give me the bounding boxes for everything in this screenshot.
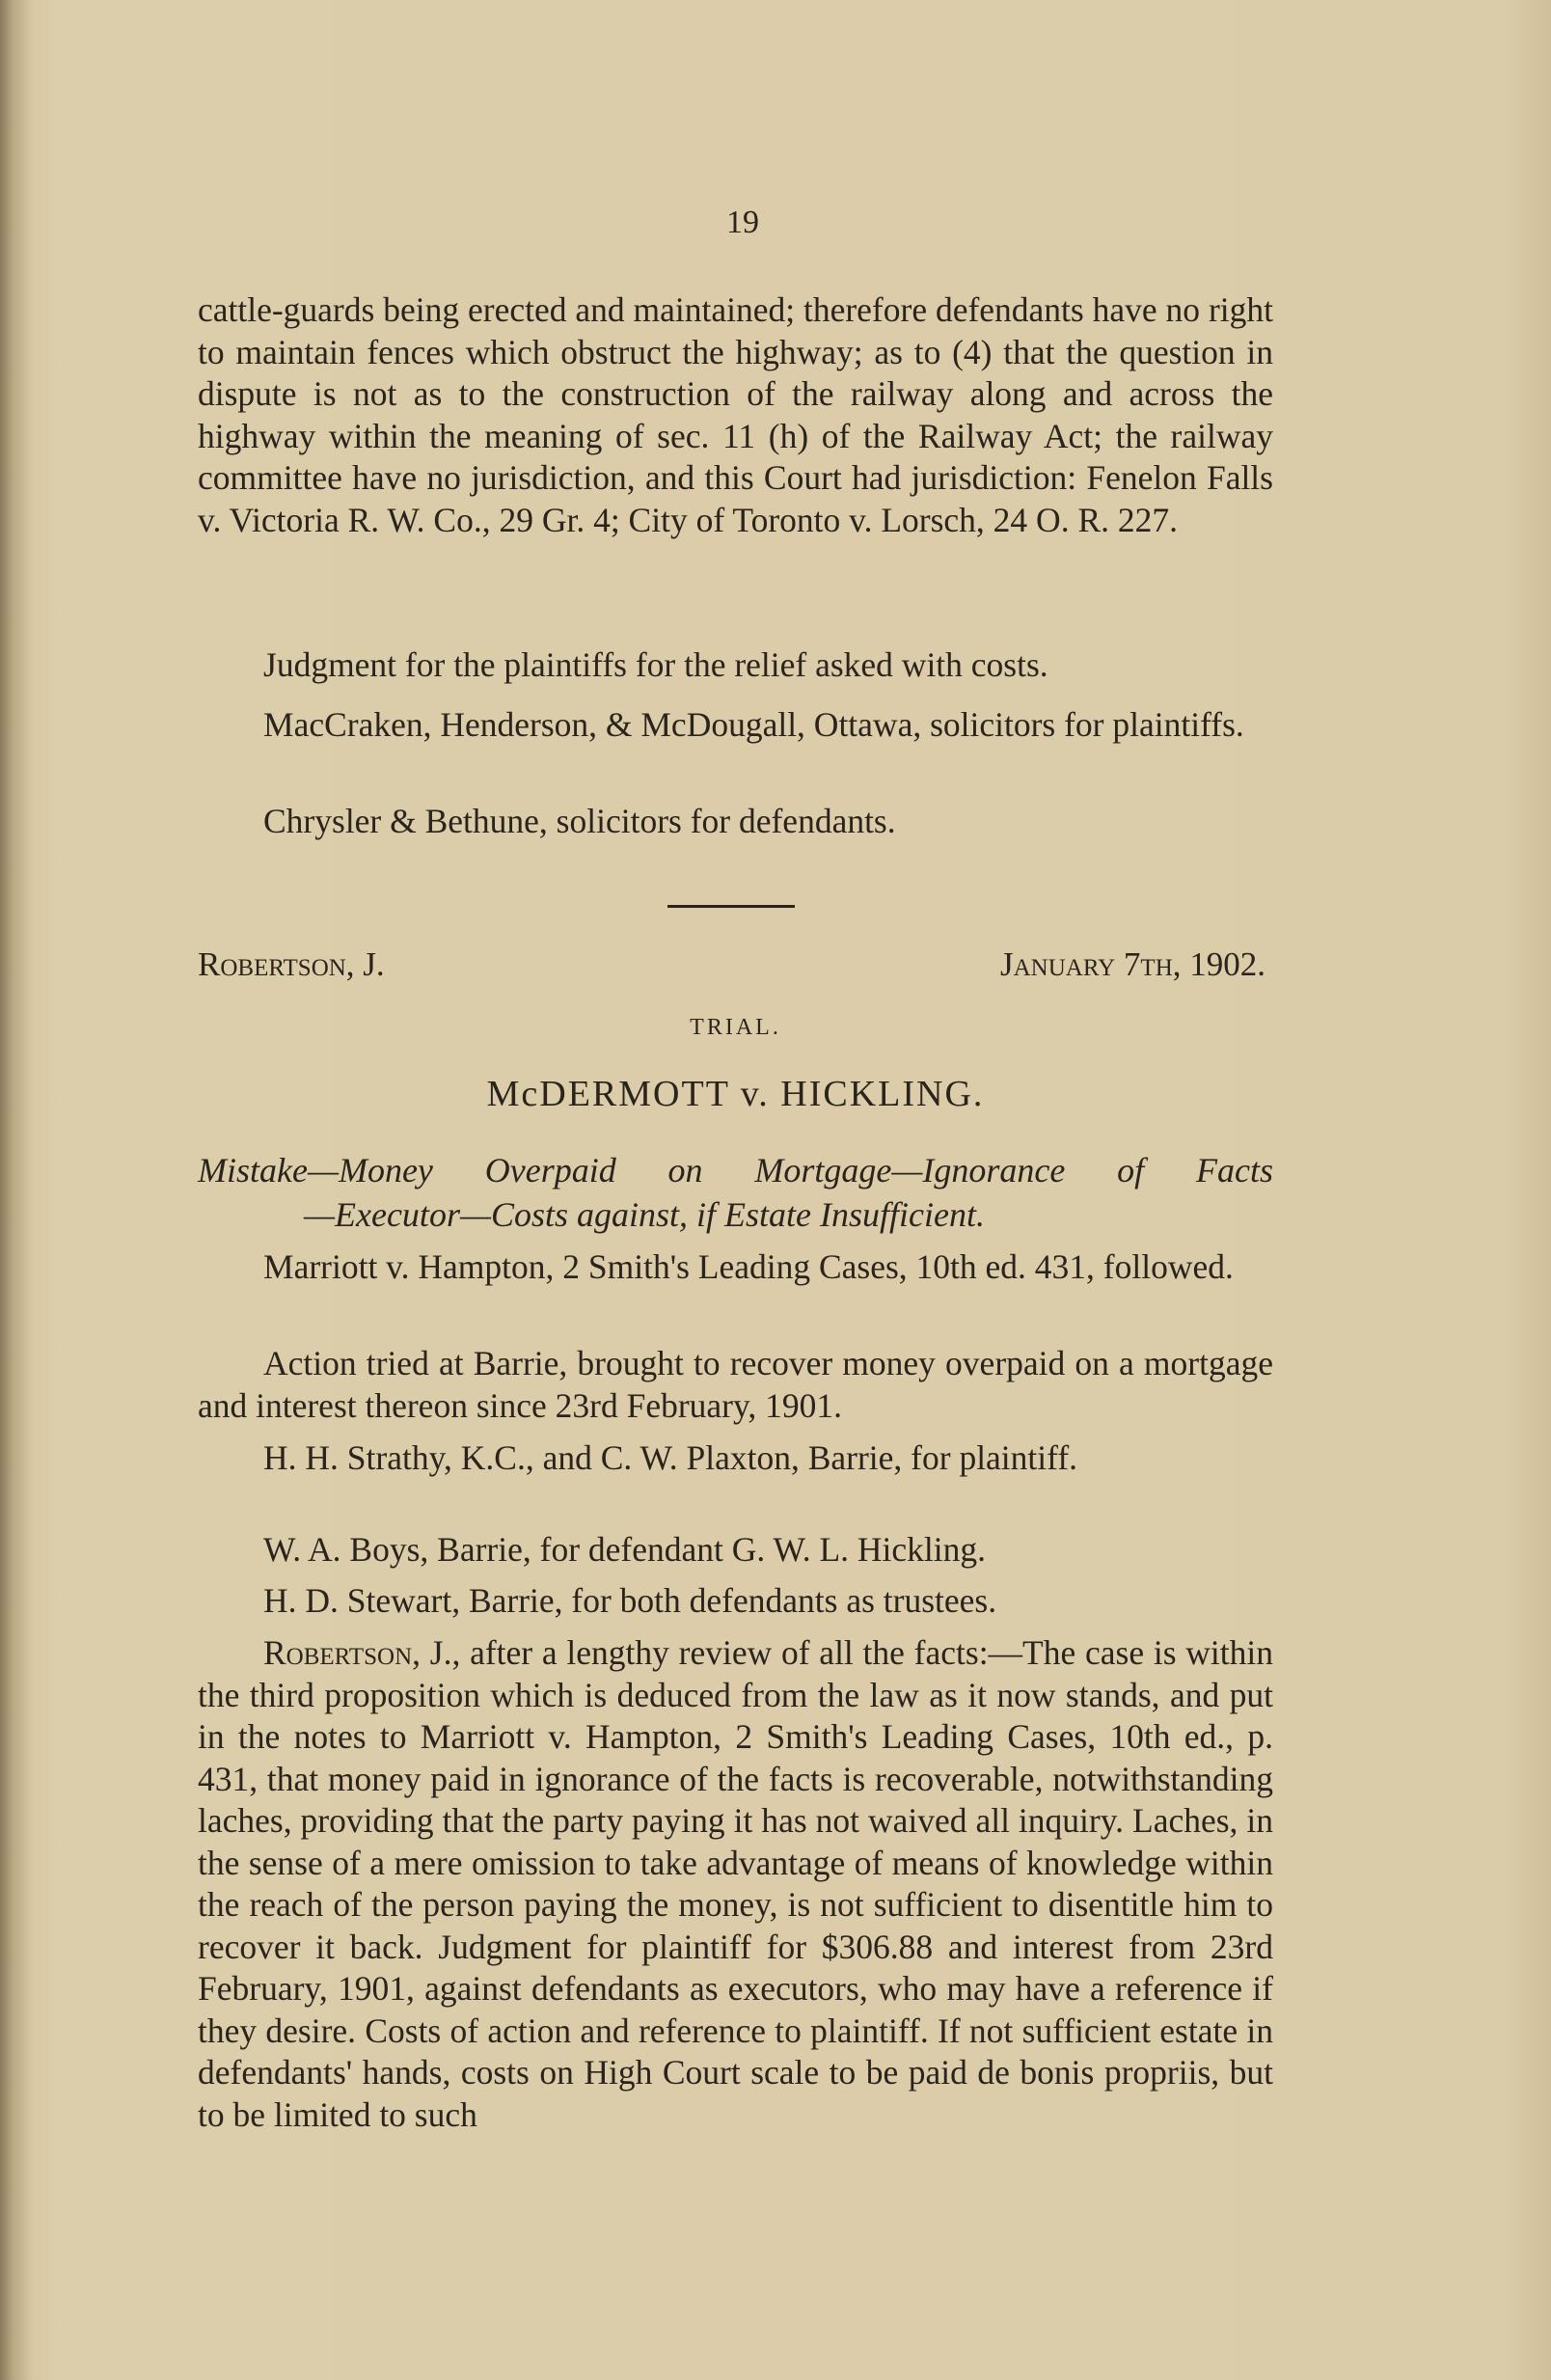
judgment-text: Judgment for the plaintiffs for the relief asked with costs.	[263, 645, 1048, 684]
judgment-judge-name: Robertson, J.	[263, 1633, 452, 1672]
case-header-row	[198, 945, 1273, 984]
judgment-body: , after a lengthy review of all the facts:—The case is within the third proposition which is deduced from the law as it now stands, and put in the notes to Marriott v. Hampton, 2 Smith's Leading Cases, 10th ed., p. 431, that money paid in ignorance of the facts is recoverable, notwithstanding laches, providing that the party paying it has not waived all inquiry. Laches, in the sense of a mere omission to take advantage of means of knowledge within the reach of the person paying the money, is not sufficient to disentitle him to recover it back. Judgment for plaintiff for $306.88 and interest from 23rd February, 1901, against defendants as executors, who may have a reference if they desire. Costs of action and reference to plaintiff. If not sufficient estate in defendants' hands, costs on High Court scale to be paid de bonis propriis, but to be limited to such	[198, 1633, 1274, 2134]
judge-name: Robertson, J.	[198, 945, 385, 983]
opening-paragraph: cattle-guards being erected and maintained; therefore defendants have no right to maintain fences which obstruct the highway; as to (4) that the question in dispute is not as to the construction of the railway along and across the highway within the meaning of sec. 11 (h) of the Railway Act; the railway committee have no jurisdiction, and this Court had jurisdiction: Fenelon Falls v. Victoria R. W. Co., 29 Gr. 4; City of Toronto v. Lorsch, 24 O. R. 227.	[198, 290, 1273, 539]
headnote-line-2: —Executor—Costs against, if Estate Insufficient.	[304, 1195, 985, 1234]
plaintiffs-solicitors: MacCraken, Henderson, & McDougall, Ottawa, solicitors for plaintiffs.	[263, 705, 1244, 744]
plaintiffs-solicitors-block	[198, 704, 1273, 747]
judgment-paragraph	[198, 1632, 1273, 2136]
counsel-defendant-block	[198, 1529, 1273, 1572]
counsel-defendant: W. A. Boys, Barrie, for defendant G. W. L. Hickling.	[263, 1530, 987, 1569]
judgment-block	[198, 644, 1273, 687]
counsel-plaintiff: H. H. Strathy, K.C., and C. W. Plaxton, Barrie, for plaintiff.	[263, 1438, 1078, 1477]
citation-text: Marriott v. Hampton, 2 Smith's Leading Cases, 10th ed. 431, followed.	[263, 1247, 1234, 1286]
action-text: Action tried at Barrie, brought to recover money overpaid on a mortgage and interest thereon since 23rd February, 1901.	[198, 1344, 1273, 1425]
counsel-plaintiff-block	[198, 1437, 1273, 1480]
case-date: January 7th, 1902.	[999, 945, 1265, 983]
case-title: McDERMOTT v. HICKLING.	[486, 1074, 985, 1114]
counsel-trustees: H. D. Stewart, Barrie, for both defendants as trustees.	[263, 1581, 997, 1620]
trial-label: TRIAL.	[690, 1015, 781, 1040]
citation-block	[198, 1246, 1273, 1289]
headnote	[198, 1148, 1273, 1237]
counsel-trustees-block	[198, 1580, 1273, 1623]
opening-paragraph-block	[198, 289, 1273, 541]
defendants-solicitors: Chrysler & Bethune, solicitors for defendants.	[263, 802, 896, 840]
headnote-line-1: Mistake—Money Overpaid on Mortgage—Ignorance of Facts	[198, 1151, 1273, 1190]
page-number: 19	[726, 205, 759, 240]
judgment-paragraph-block	[198, 1632, 1273, 2136]
defendants-solicitors-block	[198, 801, 1273, 843]
action-block	[198, 1343, 1273, 1427]
section-divider	[667, 905, 795, 908]
